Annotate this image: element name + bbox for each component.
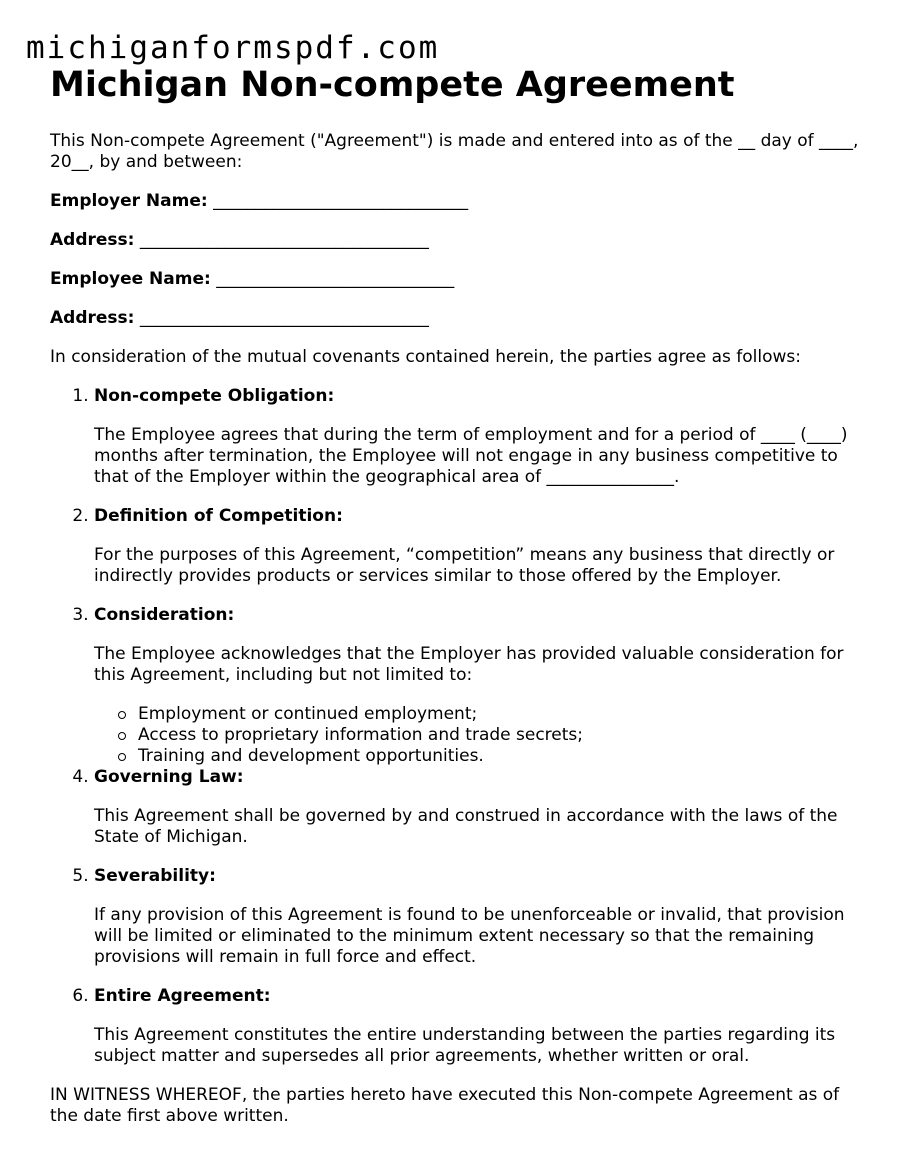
section-severability xyxy=(94,866,860,968)
circle-bullet-icon xyxy=(118,711,126,719)
section-definition-of-competition xyxy=(94,506,860,587)
list-item xyxy=(138,704,860,725)
section-title: Severability: xyxy=(94,866,216,886)
section-title: Consideration: xyxy=(94,605,235,625)
section-non-compete-obligation xyxy=(94,386,860,488)
list-item-text: Access to proprietary information and trade secrets; xyxy=(138,725,583,745)
employee-name-field xyxy=(50,269,860,290)
circle-bullet-icon xyxy=(118,732,126,740)
section-consideration xyxy=(94,605,860,767)
employer-address-field xyxy=(50,230,860,251)
list-item xyxy=(138,746,860,767)
list-item xyxy=(138,725,860,746)
site-watermark: michiganformspdf.com xyxy=(26,30,440,66)
list-item-text: Employment or continued employment; xyxy=(138,704,478,724)
intro-paragraph: This Non-compete Agreement ("Agreement") is made and entered into as of the __ day of ____, 20__, by and between: xyxy=(50,131,859,172)
field-blank: __________________________________ xyxy=(139,230,429,250)
section-body: This Agreement shall be governed by and construed in accordance with the laws of the State of Michigan. xyxy=(94,806,838,847)
section-title: Definition of Competition: xyxy=(94,506,343,526)
circle-bullet-icon xyxy=(118,753,126,761)
section-governing-law xyxy=(94,767,860,848)
closing-paragraph: IN WITNESS WHEREOF, the parties hereto have executed this Non-compete Agreement as of the date first above written. xyxy=(50,1085,840,1126)
section-entire-agreement xyxy=(94,986,860,1067)
list-item-text: Training and development opportunities. xyxy=(138,746,484,766)
section-title: Entire Agreement: xyxy=(94,986,271,1006)
field-blank: ______________________________ xyxy=(213,191,469,211)
field-label: Employer Name: xyxy=(50,191,208,211)
section-body: This Agreement constitutes the entire understanding between the parties regarding its subject matter and supersedes all prior agreements, whether written or oral. xyxy=(94,1025,836,1066)
field-label: Address: xyxy=(50,308,135,328)
section-body: The Employee agrees that during the term of employment and for a period of ____ (____) months after termination, the Employee will not engage in any business competitive to that of the Employer within the geographical area of _______________. xyxy=(94,425,848,487)
section-body: For the purposes of this Agreement, “competition” means any business that directly or indirectly provides products or services similar to those offered by the Employer. xyxy=(94,545,835,586)
field-label: Employee Name: xyxy=(50,269,211,289)
document-page xyxy=(50,63,860,1127)
agreement-sections xyxy=(50,386,860,1067)
section-body: The Employee acknowledges that the Employer has provided valuable consideration for this Agreement, including but not limited to: xyxy=(94,644,844,685)
field-blank: __________________________________ xyxy=(139,308,429,328)
employee-address-field xyxy=(50,308,860,329)
lead-in-paragraph: In consideration of the mutual covenants contained herein, the parties agree as follows: xyxy=(50,347,802,367)
employer-name-field xyxy=(50,191,860,212)
section-title: Non-compete Obligation: xyxy=(94,386,335,406)
section-body: If any provision of this Agreement is found to be unenforceable or invalid, that provision will be limited or eliminated to the minimum extent necessary so that the remaining provisions will remain in full force and effect. xyxy=(94,905,845,967)
field-blank: ____________________________ xyxy=(216,269,455,289)
page-title: Michigan Non-compete Agreement xyxy=(50,65,735,105)
field-label: Address: xyxy=(50,230,135,250)
section-title: Governing Law: xyxy=(94,767,244,787)
consideration-list xyxy=(94,704,860,767)
